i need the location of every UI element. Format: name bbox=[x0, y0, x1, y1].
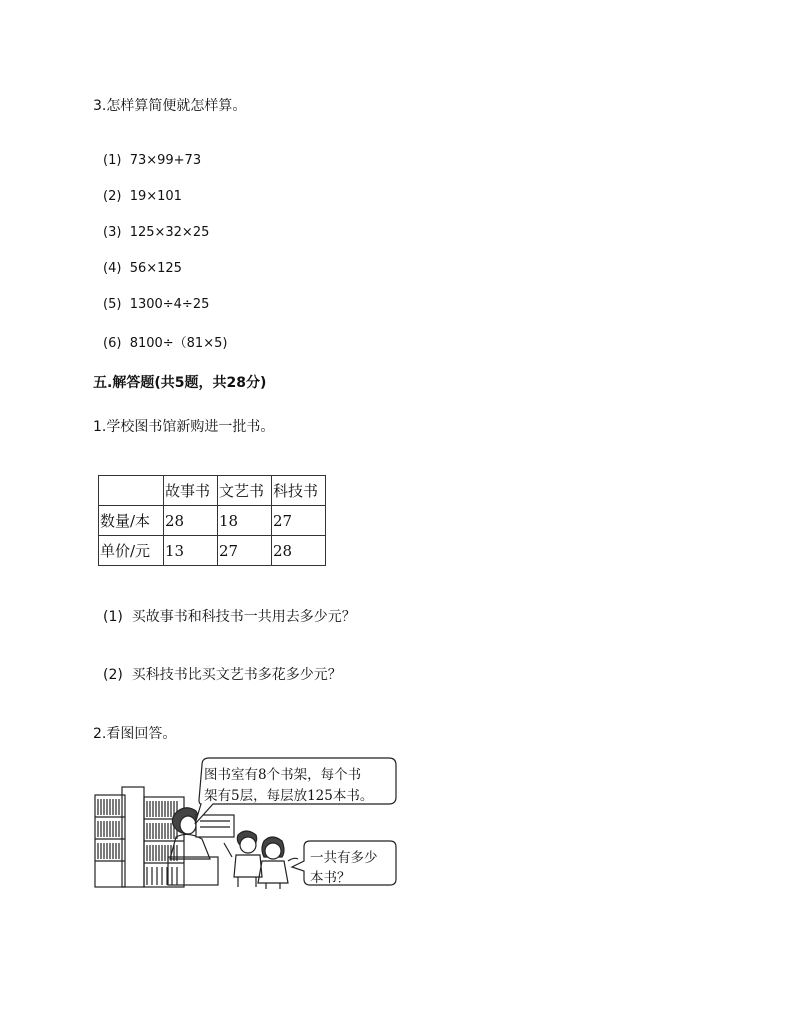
bubble-1-line-2: 架有5层，每层放125本书。 bbox=[204, 788, 374, 804]
table-cell: 科技书 bbox=[272, 476, 326, 506]
bubble-2-line-1: 一共有多少 bbox=[310, 850, 378, 866]
table-row bbox=[99, 506, 326, 536]
item-expression: 73×99+73 bbox=[129, 153, 202, 168]
table-cell bbox=[99, 476, 164, 506]
bookshelf-drawing bbox=[95, 787, 184, 887]
item-number: (3) bbox=[103, 225, 122, 240]
p1-sub-2 bbox=[103, 664, 342, 684]
table-cell: 27 bbox=[272, 506, 326, 536]
sub-number: (1) bbox=[103, 609, 123, 625]
p1-title: 1.学校图书馆新购进一批书。 bbox=[93, 419, 275, 435]
table-cell: 13 bbox=[164, 536, 218, 566]
table-row bbox=[99, 536, 326, 566]
p2-title: 2.看图回答。 bbox=[93, 726, 177, 742]
q3-item-2 bbox=[103, 189, 182, 204]
boy-figure bbox=[224, 831, 262, 887]
q3-item-1 bbox=[103, 153, 201, 168]
item-number: (5) bbox=[103, 297, 122, 312]
item-expression: 8100÷（81×5) bbox=[129, 336, 228, 351]
item-expression: 19×101 bbox=[129, 189, 182, 204]
q3-item-4 bbox=[103, 261, 182, 276]
table-cell: 18 bbox=[218, 506, 272, 536]
q3-item-5 bbox=[103, 297, 209, 312]
book-table bbox=[98, 475, 326, 566]
table-cell: 数量/本 bbox=[99, 506, 164, 536]
q3-item-3 bbox=[103, 225, 209, 240]
item-number: (6) bbox=[103, 336, 122, 351]
q3-title: 3.怎样算简便就怎样算。 bbox=[93, 98, 247, 114]
bubble-2-line-2: 本书？ bbox=[310, 870, 351, 886]
item-number: (1) bbox=[103, 153, 122, 168]
table-cell: 单价/元 bbox=[99, 536, 164, 566]
table-cell: 28 bbox=[164, 506, 218, 536]
q3-item-6 bbox=[103, 332, 227, 351]
item-number: (4) bbox=[103, 261, 122, 276]
library-illustration bbox=[92, 755, 397, 890]
sub-number: (2) bbox=[103, 667, 123, 683]
table-cell: 文艺书 bbox=[218, 476, 272, 506]
item-number: (2) bbox=[103, 189, 122, 204]
p1-sub-1 bbox=[103, 606, 356, 626]
table-header-row bbox=[99, 476, 326, 506]
girl-figure bbox=[258, 837, 298, 889]
librarian-figure bbox=[168, 808, 234, 885]
table-cell: 28 bbox=[272, 536, 326, 566]
item-expression: 56×125 bbox=[129, 261, 182, 276]
bubble-1-line-1: 图书室有8个书架，每个书 bbox=[204, 767, 362, 783]
item-expression: 1300÷4÷25 bbox=[129, 297, 210, 312]
item-expression: 125×32×25 bbox=[129, 225, 210, 240]
section-heading: 五.解答题(共5题，共28分) bbox=[93, 375, 267, 391]
table-cell: 故事书 bbox=[164, 476, 218, 506]
sub-text: 买科技书比买文艺书多花多少元？ bbox=[131, 667, 342, 683]
sub-text: 买故事书和科技书一共用去多少元？ bbox=[131, 609, 356, 625]
table-cell: 27 bbox=[218, 536, 272, 566]
